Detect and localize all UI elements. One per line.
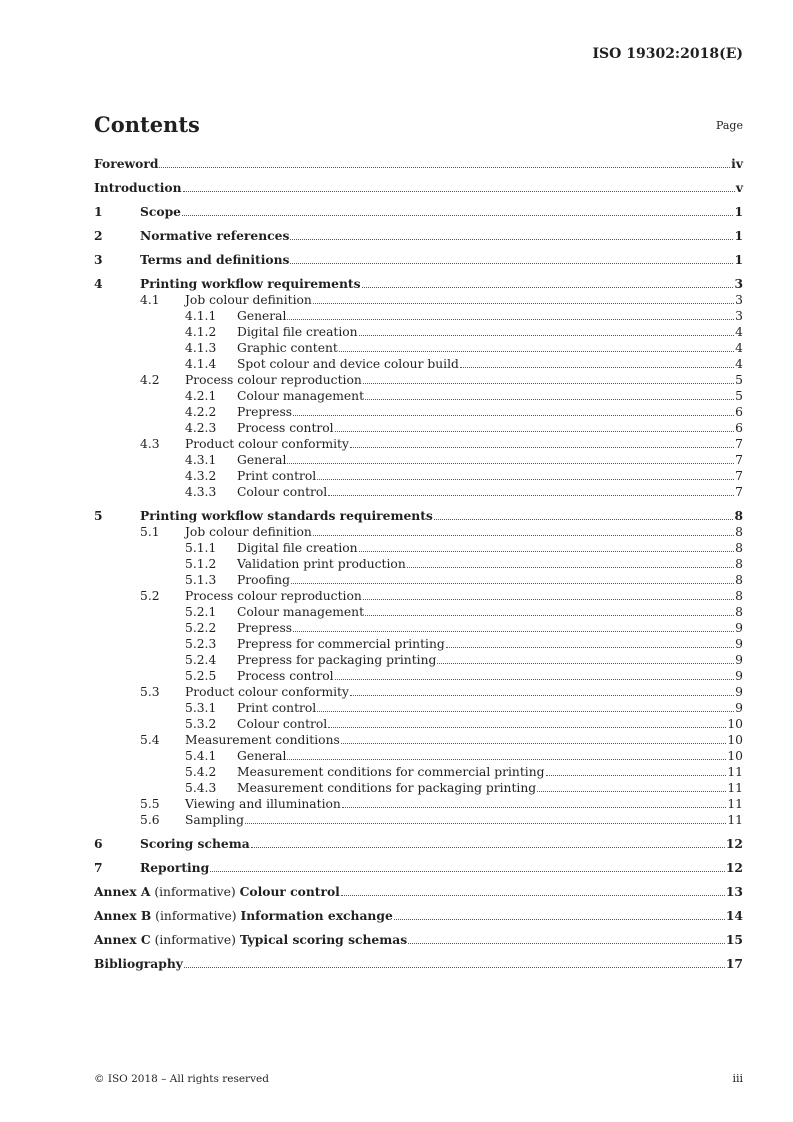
toc-entry-page: 14 [725,908,743,923]
toc-entry-title-text: Print control [237,469,317,483]
toc-entry-page: 9 [735,685,743,699]
toc-entry-page: 8 [735,605,743,619]
toc-entry-title-text: Colour management [237,605,365,619]
toc-entry-title [237,324,359,340]
toc-entry-number: 5.5 [140,797,160,811]
toc-entry[interactable] [94,764,743,780]
toc-entry-title-text: Introduction [94,180,182,195]
toc-entry-title [237,540,359,556]
toc-entry-title [185,812,245,828]
toc-entry-annex-type: (informative) [150,885,240,899]
toc-entry-page: 3 [734,276,743,291]
toc-entry[interactable] [94,956,743,972]
dot-leader [290,263,733,264]
toc-entry-page: 7 [735,485,743,499]
toc-entry-title-text: Viewing and illumination [185,797,341,811]
toc-entry[interactable] [94,420,743,436]
toc-entry-page: 9 [735,701,743,715]
toc-entry-number: 5.1.3 [185,573,217,587]
toc-entry[interactable] [94,372,743,388]
toc-entry[interactable] [94,572,743,588]
toc-entry[interactable] [94,716,743,732]
toc-entry-number: 4.1.3 [185,341,217,355]
toc-entry[interactable] [94,180,743,196]
toc-entry[interactable] [94,860,743,876]
toc-entry-page: 15 [725,932,743,947]
toc-entry-page: 11 [727,765,743,779]
toc-entry-number: 7 [94,860,103,875]
toc-entry[interactable] [94,340,743,356]
dot-leader [317,479,734,480]
toc-entry-title-text: Colour control [237,717,328,731]
toc-entry-title-text: Prepress [237,621,293,635]
toc-entry-number: 5.1 [140,525,160,539]
toc-entry-title-text: Proofing [237,573,290,587]
toc-entry-title-text: General [237,453,287,467]
toc-entry-page: 8 [735,573,743,587]
toc-entry-title [237,604,365,620]
dot-leader [328,495,734,496]
toc-entry-page: 11 [727,781,743,795]
toc-entry-title [185,588,363,604]
toc-entry-page: 8 [735,541,743,555]
toc-entry-number: 4.2.3 [185,421,217,435]
toc-entry-title-text: General [237,749,287,763]
toc-entry-number: 4.1.1 [185,309,217,323]
toc-entry[interactable] [94,292,743,308]
toc-entry[interactable] [94,836,743,852]
toc-entry-title [237,636,446,652]
toc-entry-page: 9 [735,621,743,635]
dot-leader [290,239,733,240]
toc-entry-title [237,780,537,796]
toc-entry-title-text: Process colour reproduction [185,373,362,387]
toc-entry[interactable] [94,524,743,540]
toc-entry-page: 9 [735,637,743,651]
toc-entry-title-text: Prepress for commercial printing [237,637,445,651]
toc-entry-title-text: Measurement conditions for packaging printing [237,781,537,795]
toc-entry-page: 10 [727,749,743,763]
toc-entry[interactable] [94,732,743,748]
toc-entry-title-text: Terms and definitions [140,252,290,267]
toc-entry[interactable] [94,204,743,220]
toc-entry-page: 4 [735,325,743,339]
toc-entry-number: 1 [94,204,103,219]
toc-entry-title-text: Process control [237,421,334,435]
dot-leader [434,519,734,520]
toc-entry-page: 3 [735,293,743,307]
toc-entry-number: 5.4.2 [185,765,217,779]
toc-entry-title [237,356,460,372]
toc-entry-title [185,732,341,748]
toc-entry-title-text: Graphic content [237,341,338,355]
dot-leader [287,463,734,464]
toc-entry-number: 5.2.3 [185,637,217,651]
toc-entry-title [140,228,290,244]
toc-entry[interactable] [94,252,743,268]
toc-entry-number: 5.1.2 [185,557,217,571]
toc-entry[interactable] [94,884,743,900]
toc-entry[interactable] [94,540,743,556]
dot-leader [328,727,726,728]
toc-entry[interactable] [94,748,743,764]
toc-entry-title-text: Spot colour and device colour build [237,357,459,371]
toc-entry[interactable] [94,324,743,340]
toc-entry-page: 10 [727,733,743,747]
dot-leader [362,287,734,288]
toc-entry-number: 4.1.4 [185,357,217,371]
toc-entry-number: 4.3.2 [185,469,217,483]
toc-entry-title-text: Colour management [237,389,365,403]
toc-entry-annex-title: Typical scoring schemas [239,932,408,947]
toc-entry[interactable] [94,700,743,716]
toc-entry-title-text: Foreword [94,156,159,171]
toc-entry-title-text: Digital file creation [237,541,358,555]
dot-leader [537,791,726,792]
toc-entry[interactable] [94,468,743,484]
toc-entry-title [237,468,317,484]
toc-entry[interactable] [94,388,743,404]
toc-entry-page: 9 [735,669,743,683]
toc-entry-title-text: Job colour definition [185,293,312,307]
dot-leader [437,663,734,664]
toc-entry-title [94,956,184,972]
toc-entry-title-text: Annex C [94,932,151,947]
toc-entry-title [237,700,317,716]
toc-entry-number: 5.4.3 [185,781,217,795]
toc-entry-title-text: Annex B [94,908,152,923]
toc-entry-title [237,308,287,324]
toc-entry-title-text: Prepress [237,405,293,419]
toc-entry-number: 5.3 [140,685,160,699]
dot-leader [183,191,735,192]
toc-entry-title [185,796,342,812]
toc-entry-number: 2 [94,228,103,243]
toc-entry-number: 5.4.1 [185,749,217,763]
dot-leader [394,919,725,920]
toc-entry-number: 5.4 [140,733,160,747]
toc-entry-annex-type: (informative) [150,933,240,947]
toc-entry-title-text: Product colour conformity [185,437,349,451]
toc-entry-title-text: Normative references [140,228,290,243]
toc-entry-title-text: Validation print production [237,557,406,571]
toc-entry-title [237,556,407,572]
toc-entry-number: 4.2.2 [185,405,217,419]
toc-entry[interactable] [94,356,743,372]
toc-entry-page: 12 [725,836,743,851]
toc-entry-title-text: Product colour conformity [185,685,349,699]
toc-entry-title [237,340,339,356]
toc-entry-title [237,668,335,684]
toc-entry[interactable] [94,636,743,652]
toc-entry-title [237,748,287,764]
dot-leader [291,583,734,584]
toc-entry-number: 4.3.3 [185,485,217,499]
toc-entry-number: 4.2 [140,373,160,387]
toc-entry-page: 6 [735,421,743,435]
toc-entry-title-text: Measurement conditions [185,733,340,747]
toc-entry-page: 11 [727,813,743,827]
toc-entry-page: 8 [735,557,743,571]
toc-entry-page: 1 [734,228,743,243]
toc-entry[interactable] [94,508,743,524]
toc-entry-title [94,180,183,196]
toc-entry-title [237,388,365,404]
toc-entry-title [185,292,313,308]
dot-leader [365,615,734,616]
toc-entry-page: 5 [735,373,743,387]
toc-entry-page: 10 [727,717,743,731]
toc-entry-title [185,524,313,540]
copyright-notice: © ISO 2018 – All rights reserved [94,1073,269,1085]
toc-entry-page: 8 [735,589,743,603]
dot-leader [446,647,734,648]
dot-leader [313,303,734,304]
dot-leader [359,551,735,552]
toc-entry-title-text: Scope [140,204,181,219]
document-id: ISO 19302:2018(E) [592,46,743,62]
dot-leader [341,895,725,896]
page-title: Contents [94,112,200,137]
toc-entry-title [237,452,287,468]
toc-entry-page: 12 [725,860,743,875]
dot-leader [313,535,734,536]
toc-entry-number: 4.3 [140,437,160,451]
toc-entry-title [237,652,437,668]
dot-leader [159,167,730,168]
toc-entry[interactable] [94,796,743,812]
dot-leader [460,367,734,368]
toc-entry-number: 5.2.1 [185,605,217,619]
toc-entry-title [237,420,335,436]
toc-entry-title-text: Bibliography [94,956,183,971]
toc-entry-title-text: Colour control [237,485,328,499]
toc-entry-number: 4.2.1 [185,389,217,403]
toc-entry[interactable] [94,228,743,244]
toc-entry-title [237,572,291,588]
toc-entry-title [94,884,341,900]
page-column-label: Page [715,119,743,132]
toc-entry-title [185,372,363,388]
toc-entry-page: v [735,180,743,195]
toc-entry-title [185,436,350,452]
toc-entry-number: 4.1 [140,293,160,307]
toc-entry-title-text: Reporting [140,860,210,875]
toc-entry-title-text: Prepress for packaging printing [237,653,437,667]
toc-entry-number: 4.3.1 [185,453,217,467]
toc-entry-number: 5.3.1 [185,701,217,715]
toc-entry-title [237,716,328,732]
toc-entry-title-text: Process colour reproduction [185,589,362,603]
toc-entry-title-text: Job colour definition [185,525,312,539]
toc-entry-title-text: Print control [237,701,317,715]
toc-entry-title-text: Measurement conditions for commercial printing [237,765,545,779]
toc-entry-page: 1 [734,204,743,219]
toc-entry-number: 5.2 [140,589,160,603]
toc-entry-title [140,836,251,852]
toc-entry-page: 5 [735,389,743,403]
toc-entry[interactable] [94,484,743,500]
toc-entry-number: 5.2.4 [185,653,217,667]
toc-entry-title-text: General [237,309,287,323]
dot-leader [341,743,727,744]
toc-entry-number: 5 [94,508,103,523]
dot-leader [350,695,734,696]
toc-entry-page: iv [731,156,743,171]
toc-entry[interactable] [94,452,743,468]
dot-leader [184,967,725,968]
toc-entry-number: 6 [94,836,103,851]
toc-entry-number: 3 [94,252,103,267]
toc-entry[interactable] [94,932,743,948]
dot-leader [339,351,734,352]
toc-entry[interactable] [94,668,743,684]
toc-entry-number: 4.1.2 [185,325,217,339]
toc-entry[interactable] [94,276,743,292]
toc-entry-page: 1 [734,252,743,267]
page-number: iii [732,1072,743,1085]
toc-entry-page: 7 [735,453,743,467]
toc-entry-title [140,276,362,292]
dot-leader [363,383,734,384]
dot-leader [359,335,735,336]
toc-entry[interactable] [94,908,743,924]
dot-leader [408,943,725,944]
dot-leader [407,567,734,568]
toc-entry-title-text: Process control [237,669,334,683]
toc-entry-title-text: Printing workflow standards requirements [140,508,433,523]
toc-entry[interactable] [94,156,743,172]
dot-leader [335,431,735,432]
toc-entry-title [140,252,290,268]
toc-entry-annex-title: Information exchange [240,908,393,923]
toc-entry-number: 4 [94,276,103,291]
toc-entry-page: 7 [735,437,743,451]
toc-entry-page: 9 [735,653,743,667]
toc-entry-annex-type: (informative) [151,909,241,923]
toc-entry[interactable] [94,556,743,572]
toc-entry-title [185,684,350,700]
toc-entry[interactable] [94,588,743,604]
toc-entry-title [94,932,408,948]
dot-leader [293,415,734,416]
toc-entry-title-text: Annex A [94,884,151,899]
toc-entry-title [94,908,394,924]
toc-entry-title [237,764,546,780]
toc-entry-page: 4 [735,357,743,371]
toc-entry-title [237,620,293,636]
toc-entry-page: 6 [735,405,743,419]
dot-leader [293,631,734,632]
dot-leader [363,599,734,600]
dot-leader [287,759,726,760]
toc-entry-title [140,204,182,220]
toc-entry[interactable] [94,308,743,324]
toc-entry-page: 13 [725,884,743,899]
toc-entry[interactable] [94,652,743,668]
toc-entry[interactable] [94,812,743,828]
toc-entry[interactable] [94,436,743,452]
toc-entry[interactable] [94,404,743,420]
toc-entry[interactable] [94,684,743,700]
dot-leader [335,679,735,680]
toc-entry-title [140,860,210,876]
dot-leader [210,871,725,872]
dot-leader [245,823,726,824]
toc-entry-title-text: Digital file creation [237,325,358,339]
toc-entry-page: 17 [725,956,743,971]
toc-entry[interactable] [94,620,743,636]
toc-entry-page: 7 [735,469,743,483]
toc-entry-title [237,404,293,420]
dot-leader [546,775,727,776]
toc-entry-page: 8 [735,525,743,539]
dot-leader [342,807,727,808]
dot-leader [317,711,734,712]
dot-leader [350,447,734,448]
toc-entry-page: 4 [735,341,743,355]
toc-entry-number: 5.6 [140,813,160,827]
toc-entry-title-text: Printing workflow requirements [140,276,361,291]
table-of-contents [94,156,743,972]
dot-leader [182,215,733,216]
toc-entry-page: 3 [735,309,743,323]
toc-entry[interactable] [94,780,743,796]
toc-entry-title-text: Scoring schema [140,836,250,851]
toc-entry-title-text: Sampling [185,813,244,827]
dot-leader [287,319,734,320]
toc-entry-title [94,156,159,172]
toc-entry-page: 11 [727,797,743,811]
toc-entry[interactable] [94,604,743,620]
toc-entry-number: 5.1.1 [185,541,217,555]
toc-entry-annex-title: Colour control [239,884,340,899]
toc-entry-number: 5.2.2 [185,621,217,635]
toc-entry-page: 8 [734,508,743,523]
toc-entry-number: 5.2.5 [185,669,217,683]
toc-entry-title [140,508,434,524]
dot-leader [251,847,725,848]
toc-entry-title [237,484,328,500]
toc-entry-number: 5.3.2 [185,717,217,731]
dot-leader [365,399,734,400]
